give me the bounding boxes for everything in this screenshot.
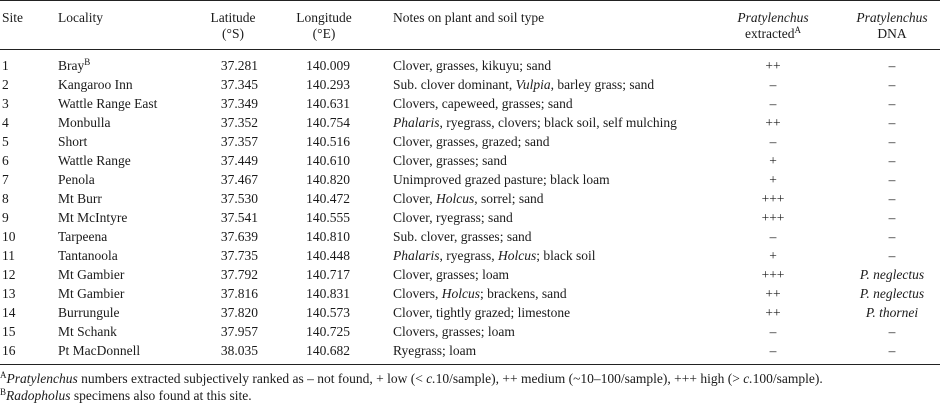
dna-cell: – [888, 248, 896, 263]
latitude-cell: 37.639 [220, 229, 258, 244]
longitude-cell: 140.717 [306, 267, 350, 282]
notes-cell [393, 189, 544, 208]
dna-cell: P. neglectus [859, 267, 925, 282]
notes-cell [393, 322, 515, 341]
longitude-cell: 140.472 [306, 191, 350, 206]
longitude-cell: 140.516 [306, 134, 350, 149]
locality-name: Mt Schank [58, 324, 117, 339]
dna-cell: – [888, 324, 896, 339]
header-extracted-sup: A [794, 25, 801, 35]
locality-name: Pt MacDonnell [58, 343, 141, 358]
notes-cell [393, 284, 567, 303]
header-longitude [286, 10, 362, 42]
footnote-b [0, 387, 252, 404]
site-cell: 12 [2, 267, 16, 282]
dna-cell: – [888, 343, 896, 358]
locality-name: Short [58, 134, 88, 149]
site-cell: 15 [2, 324, 16, 339]
table-row [0, 322, 940, 341]
notes-segment: Clover, grasses, kikuyu; sand [393, 58, 552, 73]
table-row [0, 151, 940, 170]
header-dna-label: DNA [877, 26, 907, 41]
locality-cell [58, 322, 117, 341]
locality-name: Tarpeena [58, 229, 108, 244]
dna-cell: – [888, 210, 896, 225]
dna-cell: – [888, 96, 896, 111]
latitude-cell: 37.449 [220, 153, 258, 168]
site-cell: 2 [2, 77, 9, 92]
latitude-cell: 37.816 [220, 286, 258, 301]
site-cell: 14 [2, 305, 16, 320]
notes-segment: Vulpia [515, 77, 551, 92]
locality-name: Wattle Range [58, 153, 131, 168]
notes-cell [393, 303, 570, 322]
latitude-cell: 37.281 [220, 58, 258, 73]
notes-segment: Sub. clover, grasses; sand [393, 229, 532, 244]
latitude-cell: 37.735 [220, 248, 258, 263]
notes-segment: Holcus [498, 248, 537, 263]
latitude-cell: 37.792 [220, 267, 258, 282]
notes-cell [393, 132, 550, 151]
locality-name: Mt Gambier [58, 286, 125, 301]
longitude-cell: 140.820 [306, 172, 350, 187]
longitude-cell: 140.610 [306, 153, 350, 168]
longitude-cell: 140.831 [306, 286, 350, 301]
extracted-cell: + [769, 172, 777, 187]
notes-segment: Clover, grasses; sand [393, 153, 507, 168]
dna-cell: P. thornei [865, 305, 919, 320]
extracted-cell: +++ [761, 210, 785, 225]
table-row [0, 189, 940, 208]
site-cell: 11 [2, 248, 15, 263]
longitude-cell: 140.725 [306, 324, 350, 339]
notes-cell [393, 246, 596, 265]
notes-segment: , barley grass; sand [550, 77, 655, 92]
notes-cell [393, 56, 551, 75]
site-cell: 13 [2, 286, 16, 301]
notes-segment: Clover, ryegrass; sand [393, 210, 513, 225]
locality-cell [58, 94, 157, 113]
footnote-b-marker: B [0, 387, 7, 397]
footnote-a-c2: c. [743, 371, 753, 386]
site-cell: 3 [2, 96, 9, 111]
longitude-cell: 140.573 [306, 305, 350, 320]
footnote-b-text: specimens also found at this site. [70, 388, 252, 403]
notes-segment: ; brackens, sand [480, 286, 567, 301]
footnote-a-marker: A [0, 370, 7, 380]
header-extracted-genus: Pratylenchus [737, 10, 809, 25]
footnote-a-c1: c. [426, 371, 436, 386]
table-row [0, 75, 940, 94]
table-row [0, 56, 940, 75]
extracted-cell: + [769, 153, 777, 168]
header-locality: Locality [58, 10, 103, 25]
locality-cell [58, 227, 107, 246]
locality-cell [58, 170, 95, 189]
table-row [0, 265, 940, 284]
extracted-cell: ++ [765, 115, 781, 130]
site-cell: 16 [2, 343, 16, 358]
notes-segment: Clover, [393, 191, 436, 206]
locality-name: Mt McIntyre [58, 210, 128, 225]
notes-segment: Holcus [435, 191, 475, 206]
header-extracted [718, 10, 828, 42]
locality-name: Penola [58, 172, 95, 187]
table-row [0, 284, 940, 303]
header-notes: Notes on plant and soil type [393, 10, 545, 25]
locality-name: Burrungule [58, 305, 120, 320]
latitude-cell: 37.530 [220, 191, 258, 206]
extracted-cell: – [769, 77, 777, 92]
latitude-cell: 37.541 [220, 210, 258, 225]
header-rule [0, 49, 940, 50]
notes-segment: , ryegrass, [439, 248, 498, 263]
locality-cell [58, 208, 127, 227]
locality-cell [58, 284, 124, 303]
longitude-cell: 140.754 [306, 115, 350, 130]
notes-segment: Clover, grasses; loam [393, 267, 510, 282]
extracted-cell: ++ [765, 305, 781, 320]
locality-cell [58, 246, 118, 265]
notes-cell [393, 341, 476, 360]
footnote-a-genus: Pratylenchus [6, 371, 78, 386]
dna-cell: – [888, 134, 896, 149]
notes-segment: Phalaris [393, 248, 440, 263]
latitude-cell: 38.035 [220, 343, 258, 358]
locality-name: Mt Burr [58, 191, 102, 206]
notes-cell [393, 208, 513, 227]
header-dna-genus: Pratylenchus [856, 10, 928, 25]
notes-segment: Clovers, [393, 286, 442, 301]
locality-name: Monbulla [58, 115, 111, 130]
latitude-cell: 37.357 [220, 134, 258, 149]
locality-cell [58, 265, 124, 284]
table-row [0, 246, 940, 265]
extracted-cell: + [769, 248, 777, 263]
dna-cell: P. neglectus [859, 286, 925, 301]
latitude-cell: 37.467 [220, 172, 258, 187]
locality-cell [58, 113, 111, 132]
locality-cell [58, 303, 120, 322]
notes-cell [393, 113, 677, 132]
notes-segment: Unimproved grazed pasture; black loam [393, 172, 610, 187]
header-dna [846, 10, 938, 42]
dna-cell: – [888, 115, 896, 130]
notes-segment: Clovers, grasses; loam [393, 324, 515, 339]
table-row [0, 132, 940, 151]
extracted-cell: +++ [761, 267, 785, 282]
table-row [0, 341, 940, 360]
header-site: Site [2, 10, 24, 25]
notes-segment: , sorrel; sand [474, 191, 544, 206]
latitude-cell: 37.345 [220, 77, 258, 92]
notes-cell [393, 227, 532, 246]
dna-cell: – [888, 229, 896, 244]
notes-segment: Sub. clover dominant, [393, 77, 516, 92]
table-row [0, 113, 940, 132]
longitude-cell: 140.293 [306, 77, 350, 92]
table-row [0, 170, 940, 189]
extracted-cell: ++ [765, 58, 781, 73]
notes-segment: Ryegrass; loam [393, 343, 477, 358]
dna-cell: – [888, 77, 896, 92]
latitude-cell: 37.352 [220, 115, 258, 130]
longitude-cell: 140.810 [306, 229, 350, 244]
extracted-cell: – [769, 229, 777, 244]
longitude-cell: 140.555 [306, 210, 350, 225]
site-cell: 10 [2, 229, 16, 244]
table-row [0, 208, 940, 227]
header-latitude-line1: Latitude [210, 10, 256, 25]
notes-segment: Holcus [441, 286, 480, 301]
dna-cell: – [888, 58, 896, 73]
extracted-cell: +++ [761, 191, 785, 206]
footnote-a-text3: 100/sample). [752, 371, 823, 386]
table-row [0, 227, 940, 246]
header-extracted-label: extracted [745, 26, 795, 41]
locality-cell [58, 151, 131, 170]
locality-cell [58, 75, 133, 94]
footnote-a-text: numbers extracted subjectively ranked as – not found, + low (< [77, 371, 427, 386]
extracted-cell: – [769, 324, 777, 339]
notes-cell [393, 170, 610, 189]
longitude-cell: 140.009 [306, 58, 350, 73]
bottom-rule [0, 364, 940, 365]
dna-cell: – [888, 153, 896, 168]
notes-segment: Phalaris [393, 115, 440, 130]
header-latitude [198, 10, 268, 42]
locality-footnote-marker: B [84, 57, 91, 67]
notes-segment: Clover, grasses, grazed; sand [393, 134, 550, 149]
notes-cell [393, 151, 507, 170]
notes-segment: Clovers, capeweed, grasses; sand [393, 96, 573, 111]
site-cell: 5 [2, 134, 9, 149]
extracted-cell: – [769, 343, 777, 358]
extracted-cell: – [769, 134, 777, 149]
notes-segment: , ryegrass, clovers; black soil, self mulching [439, 115, 677, 130]
locality-cell [58, 341, 140, 360]
locality-cell [58, 189, 102, 208]
locality-cell [58, 56, 90, 75]
notes-cell [393, 75, 654, 94]
table-row [0, 94, 940, 113]
longitude-cell: 140.682 [306, 343, 350, 358]
latitude-cell: 37.820 [220, 305, 258, 320]
dna-cell: – [888, 172, 896, 187]
extracted-cell: ++ [765, 286, 781, 301]
footnote-a-text2: 10/sample), ++ medium (~10–100/sample), +++ high (> [435, 371, 744, 386]
header-latitude-line2: (°S) [222, 26, 244, 41]
notes-cell [393, 265, 509, 284]
locality-name: Mt Gambier [58, 267, 125, 282]
site-cell: 7 [2, 172, 9, 187]
latitude-cell: 37.349 [220, 96, 258, 111]
header-extracted-line2 [718, 26, 828, 42]
latitude-cell: 37.957 [220, 324, 258, 339]
site-cell: 6 [2, 153, 9, 168]
longitude-cell: 140.448 [306, 248, 350, 263]
notes-segment: Clover, tightly grazed; limestone [393, 305, 571, 320]
locality-cell [58, 132, 87, 151]
top-rule [0, 0, 940, 1]
header-longitude-line1: Longitude [296, 10, 352, 25]
notes-cell [393, 94, 573, 113]
site-cell: 8 [2, 191, 9, 206]
table-row [0, 303, 940, 322]
footnote-a [0, 370, 823, 387]
locality-name: Wattle Range East [58, 96, 158, 111]
site-cell: 4 [2, 115, 9, 130]
dna-cell: – [888, 191, 896, 206]
locality-name: Bray [58, 58, 85, 73]
extracted-cell: – [769, 96, 777, 111]
longitude-cell: 140.631 [306, 96, 350, 111]
notes-segment: ; black soil [536, 248, 596, 263]
locality-name: Kangaroo Inn [58, 77, 133, 92]
footnote-b-genus: Radopholus [6, 388, 71, 403]
locality-name: Tantanoola [58, 248, 118, 263]
header-longitude-line2: (°E) [312, 26, 336, 41]
site-cell: 1 [2, 58, 9, 73]
site-cell: 9 [2, 210, 9, 225]
